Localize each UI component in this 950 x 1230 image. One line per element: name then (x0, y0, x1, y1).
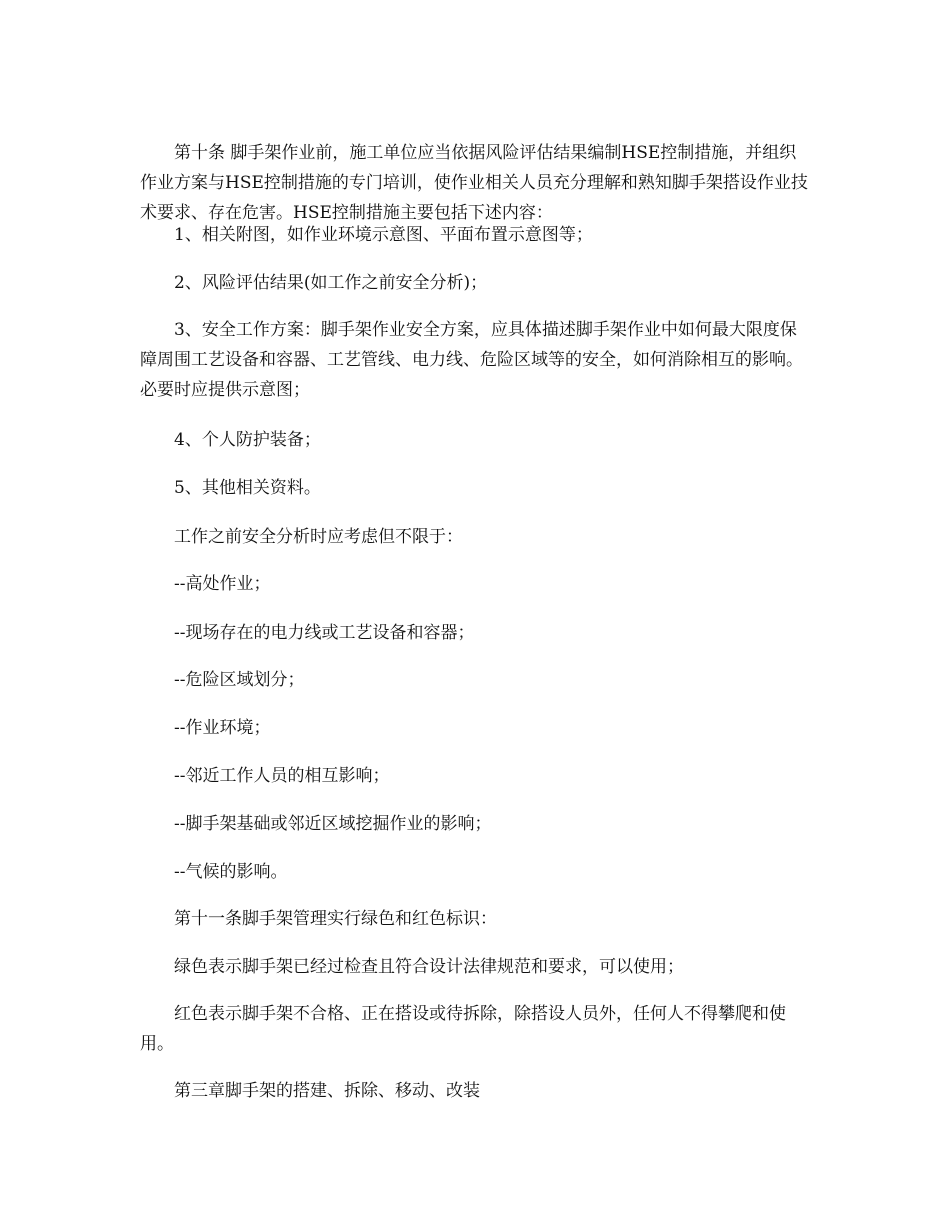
paragraph-article-11: 第十一条脚手架管理实行绿色和红色标识： (174, 909, 497, 929)
consideration-item: --作业环境； (174, 718, 271, 738)
consideration-item: --气候的影响。 (174, 862, 288, 882)
chapter-heading: 第三章脚手架的搭建、拆除、移动、改装 (174, 1081, 480, 1101)
consideration-item: --邻近工作人员的相互影响； (174, 766, 390, 786)
red-tag-description: 红色表示脚手架不合格、正在搭设或待拆除，除搭设人员外，任何人不得攀爬和使用。 (140, 1004, 786, 1054)
paragraph-article-10: 第十条 脚手架作业前，施工单位应当依据风险评估结果编制HSE控制措施，并组织作业方案与HSE控制措施的专门培训，使作业相关人员充分理解和熟知脚手架搭设作业技术要求、存在危害。HSE控制措施主要包括下述内容： (140, 143, 808, 223)
green-tag-description: 绿色表示脚手架已经过检查且符合设计法律规范和要求，可以使用； (174, 957, 684, 977)
analysis-intro: 工作之前安全分析时应考虑但不限于： (174, 527, 463, 547)
list-item-5: 5、其他相关资料。 (174, 478, 321, 498)
consideration-item: --危险区域划分； (174, 670, 305, 690)
consideration-item: --脚手架基础或邻近区域挖掘作业的影响； (174, 814, 492, 834)
list-item-4: 4、个人防护装备； (174, 430, 321, 450)
consideration-item: --高处作业； (174, 574, 271, 594)
list-item-1: 1、相关附图，如作业环境示意图、平面布置示意图等； (174, 225, 593, 245)
consideration-item: --现场存在的电力线或工艺设备和容器； (174, 623, 475, 643)
list-item-2: 2、风险评估结果(如工作之前安全分析)； (174, 273, 488, 293)
list-item-3: 3、安全工作方案：脚手架作业安全方案，应具体描述脚手架作业中如何最大限度保障周围工艺设备和容器、工艺管线、电力线、危险区域等的安全，如何消除相互的影响。必要时应提供示意图； (140, 320, 803, 400)
